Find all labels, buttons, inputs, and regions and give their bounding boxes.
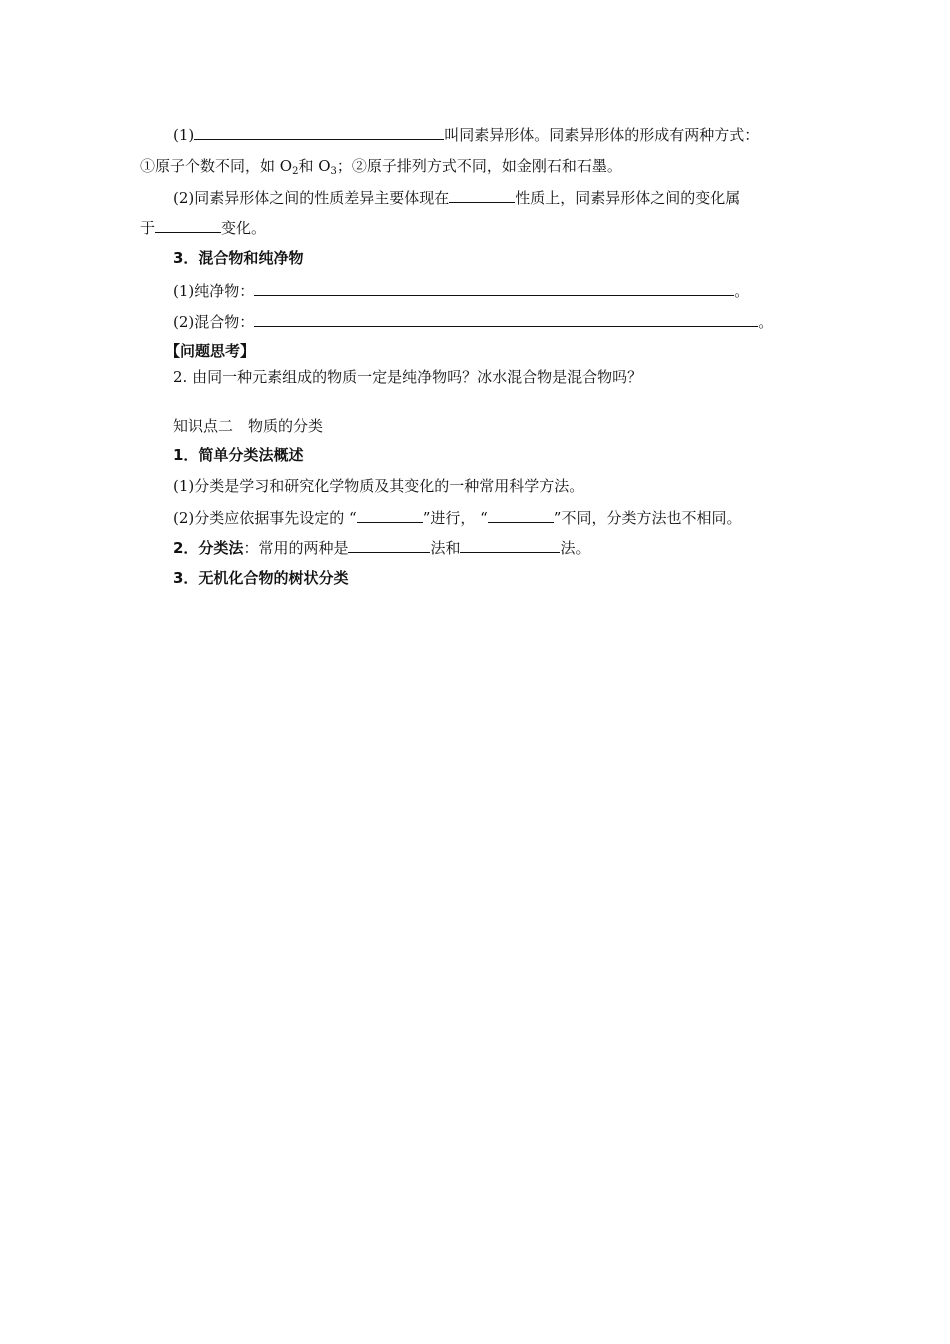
change-text: 变化。 (221, 219, 267, 237)
classification-intro-line: (1)分类是学习和研究化学物质及其变化的一种常用科学方法。 (173, 477, 585, 495)
ways-text: ；②原子排列方式不同，如金刚石和石墨。 (336, 157, 622, 175)
allotrope-property-line (173, 187, 740, 208)
mixture-label: (2)混合物： (173, 313, 255, 331)
fill-blank[interactable] (357, 507, 423, 523)
criteria-text: ”不同，分类方法也不相同。 (553, 509, 742, 527)
property-text: (2)同素异形体之间的性质差异主要体现在 (173, 189, 450, 207)
pure-substance-label: (1)纯净物： (173, 282, 255, 300)
criteria-text: ”进行， “ (422, 509, 488, 527)
allotrope-definition-text: 叫同素异形体。同素异形体的形成有两种方式： (444, 126, 760, 144)
classification-methods-line (173, 537, 590, 558)
punctuation: 。 (758, 313, 774, 331)
fill-blank[interactable] (155, 217, 221, 233)
fill-blank[interactable] (254, 311, 758, 327)
classification-criteria-line (173, 507, 741, 528)
fill-blank[interactable] (194, 124, 444, 140)
fill-blank[interactable] (460, 537, 560, 553)
methods-text: 法。 (560, 539, 591, 557)
ways-text: ①原子个数不同，如 O (140, 157, 293, 175)
fill-blank[interactable] (488, 507, 554, 523)
section-heading-simple-classification: 1．简单分类法概述 (173, 446, 304, 464)
methods-text: 法和 (430, 539, 461, 557)
mixture-line (173, 311, 773, 332)
subscript: 3 (330, 166, 337, 177)
change-text: 于 (140, 219, 156, 237)
section-heading-mixture: 3．混合物和纯净物 (173, 249, 304, 267)
allotrope-definition-line (173, 124, 759, 145)
fill-blank[interactable] (449, 187, 515, 203)
fill-blank[interactable] (348, 537, 430, 553)
question-text: 2. 由同一种元素组成的物质一定是纯净物吗？冰水混合物是混合物吗？ (173, 368, 643, 386)
property-text: 性质上，同素异形体之间的变化属 (515, 189, 741, 207)
fill-blank[interactable] (254, 280, 734, 296)
subscript: 2 (292, 166, 299, 177)
topic-title: 知识点二 物质的分类 (173, 417, 324, 435)
item-number: (1) (173, 126, 195, 144)
allotrope-change-line (140, 217, 266, 238)
criteria-text: (2)分类应依据事先设定的 “ (173, 509, 357, 527)
allotrope-ways-line (140, 156, 622, 182)
section-heading-methods: 2．分类法 (173, 539, 244, 557)
section-heading-tree-classification: 3．无机化合物的树状分类 (173, 569, 349, 587)
punctuation: 。 (734, 282, 750, 300)
question-heading: 【问题思考】 (165, 342, 256, 360)
ways-text: 和 O (298, 157, 331, 175)
methods-text: ：常用的两种是 (243, 539, 349, 557)
pure-substance-line (173, 280, 749, 301)
